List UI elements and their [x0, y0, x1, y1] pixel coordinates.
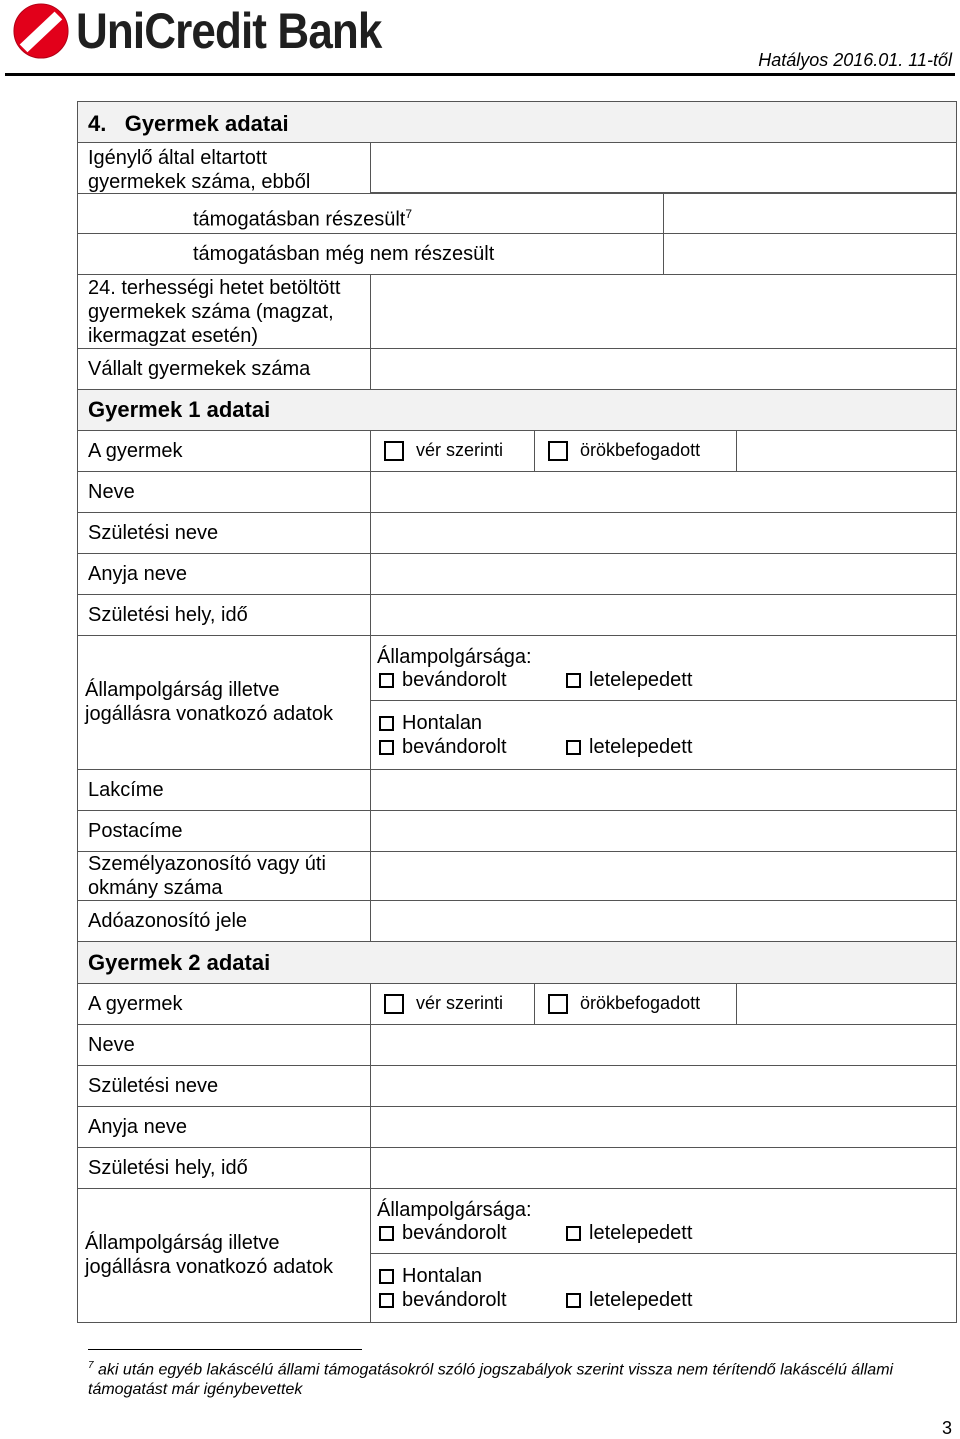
- pregnancy-count-field[interactable]: [371, 275, 956, 348]
- supported-label: támogatásban részesült$^7$: [193, 207, 413, 231]
- child1-mother-row: [77, 554, 957, 595]
- child2-biological-option[interactable]: vér szerinti: [384, 993, 503, 1014]
- child1-type-row: [77, 431, 957, 472]
- child1-title-row: [77, 390, 957, 431]
- child1-taxid-row: [77, 901, 957, 942]
- checkbox-icon[interactable]: [379, 740, 394, 755]
- child1-adopted-option[interactable]: örökbefogadott: [548, 440, 700, 461]
- child2-type-row: [77, 984, 957, 1025]
- section-title-text: Gyermek adatai: [124, 111, 289, 136]
- supported-row: [77, 193, 957, 234]
- child1-birth-name-label: Születési neve: [88, 522, 219, 544]
- child1-mother-field[interactable]: [371, 554, 956, 594]
- footnote-text: aki után egyéb lakáscélú állami támogatásokról szóló jogszabályok szerint vissza nem térítendő lakáscélú állami támogatást már igénybevettek: [88, 1361, 894, 1399]
- checkbox-icon[interactable]: [548, 441, 568, 461]
- dependents-count-field[interactable]: [370, 143, 956, 193]
- child1-citizenship-top: [371, 636, 956, 701]
- undertaken-count-field[interactable]: [371, 349, 956, 389]
- child1-iddoc-label: Személyazonosító vagy úti okmány száma: [88, 853, 326, 899]
- section-title: [88, 112, 289, 136]
- child2-type-label: A gyermek: [88, 993, 183, 1015]
- child1-biological-option[interactable]: vér szerinti: [384, 440, 503, 461]
- child2-immigrant2-option[interactable]: bevándorolt: [379, 1289, 507, 1312]
- child1-iddoc-row: [77, 852, 957, 901]
- child1-title: Gyermek 1 adatai: [88, 397, 271, 422]
- effective-date: Hatályos 2016.01. 11-től: [758, 50, 952, 70]
- child2-title: Gyermek 2 adatai: [88, 950, 271, 975]
- checkbox-icon[interactable]: [384, 441, 404, 461]
- child2-citizenship-row: [77, 1189, 957, 1323]
- dependents-row: [77, 143, 957, 193]
- section-title-row: [77, 101, 957, 143]
- child1-name-label: Neve: [88, 481, 135, 503]
- checkbox-icon[interactable]: [548, 994, 568, 1014]
- not-supported-label: támogatásban még nem részesült: [193, 243, 495, 265]
- checkbox-icon[interactable]: [379, 1293, 394, 1308]
- child1-settled2-option[interactable]: letelepedett: [566, 736, 692, 759]
- child1-taxid-label: Adóazonosító jele: [88, 910, 248, 932]
- child1-immigrant2-option[interactable]: bevándorolt: [379, 736, 507, 759]
- child2-birthplace-row: [77, 1148, 957, 1189]
- child1-postal-field[interactable]: [371, 811, 956, 851]
- child2-birth-name-field[interactable]: [371, 1066, 956, 1106]
- child1-iddoc-field[interactable]: [371, 852, 956, 900]
- child2-citizenship-label: Állampolgárság illetve jogállásra vonatkozó adatok: [85, 1232, 333, 1278]
- checkbox-icon[interactable]: [566, 1226, 581, 1241]
- child1-citizenship-label: Állampolgárság illetve jogállásra vonatkozó adatok: [85, 679, 333, 725]
- child1-name-row: [77, 472, 957, 513]
- child2-immigrant-option[interactable]: bevándorolt: [379, 1222, 507, 1245]
- dependents-label: Igénylő által eltartott gyermekek száma, ebből: [88, 147, 311, 193]
- child2-stateless-option[interactable]: Hontalan: [379, 1265, 482, 1288]
- child1-citizenship-header: Állampolgársága:: [377, 646, 532, 668]
- child1-birthplace-row: [77, 595, 957, 636]
- child1-address-row: [77, 770, 957, 811]
- page-header: [0, 0, 960, 80]
- checkbox-icon[interactable]: [379, 716, 394, 731]
- header-divider: [5, 73, 955, 76]
- unicredit-logo-icon: [12, 2, 70, 60]
- checkbox-icon[interactable]: [384, 994, 404, 1014]
- footnote-number: 7: [88, 1360, 94, 1371]
- child1-mother-label: Anyja neve: [88, 563, 187, 585]
- page-number: 3: [941, 1418, 952, 1438]
- child1-name-field[interactable]: [371, 472, 956, 512]
- child2-name-row: [77, 1025, 957, 1066]
- supported-count-field[interactable]: [664, 194, 956, 233]
- not-supported-count-field[interactable]: [664, 234, 956, 274]
- brand-name: UniCredit Bank: [76, 3, 382, 59]
- undertaken-label: Vállalt gyermekek száma: [88, 358, 311, 380]
- child2-mother-row: [77, 1107, 957, 1148]
- child1-birth-name-row: [77, 513, 957, 554]
- child2-birth-name-label: Születési neve: [88, 1075, 219, 1097]
- child1-birthplace-label: Születési hely, idő: [88, 604, 248, 626]
- checkbox-icon[interactable]: [566, 740, 581, 755]
- child1-postal-row: [77, 811, 957, 852]
- child1-stateless-option[interactable]: Hontalan: [379, 712, 482, 735]
- child2-settled2-option[interactable]: letelepedett: [566, 1289, 692, 1312]
- child2-birthplace-field[interactable]: [371, 1148, 956, 1188]
- undertaken-row: [77, 349, 957, 390]
- child1-address-label: Lakcíme: [88, 779, 164, 801]
- checkbox-icon[interactable]: [379, 1269, 394, 1284]
- child2-adopted-option[interactable]: örökbefogadott: [548, 993, 700, 1014]
- bank-logo: [12, 2, 423, 60]
- child2-settled-option[interactable]: letelepedett: [566, 1222, 692, 1245]
- child1-taxid-field[interactable]: [371, 901, 956, 941]
- not-supported-row: [77, 234, 957, 275]
- footnote: [88, 1356, 958, 1400]
- footnote-divider: [88, 1349, 362, 1350]
- child1-settled-option[interactable]: letelepedett: [566, 669, 692, 692]
- child1-birthplace-field[interactable]: [371, 595, 956, 635]
- child2-name-field[interactable]: [371, 1025, 956, 1065]
- child2-citizenship-top: [371, 1189, 956, 1254]
- pregnancy-label: 24. terhességi hetet betöltött gyermekek száma (magzat, ikermagzat esetén): [88, 277, 341, 347]
- section-number: 4.: [88, 111, 107, 136]
- footnote-ref: 7: [405, 207, 413, 221]
- child1-citizenship-row: [77, 636, 957, 770]
- checkbox-icon[interactable]: [379, 1226, 394, 1241]
- child1-address-field[interactable]: [371, 770, 956, 810]
- checkbox-icon[interactable]: [566, 1293, 581, 1308]
- pregnancy-row: [77, 275, 957, 349]
- child1-birth-name-field[interactable]: [371, 513, 956, 553]
- child2-citizenship-header: Állampolgársága:: [377, 1199, 532, 1221]
- checkbox-icon[interactable]: [379, 673, 394, 688]
- child2-birthplace-label: Születési hely, idő: [88, 1157, 248, 1179]
- child2-mother-label: Anyja neve: [88, 1116, 187, 1138]
- child1-immigrant-option[interactable]: bevándorolt: [379, 669, 507, 692]
- child2-birth-name-row: [77, 1066, 957, 1107]
- child2-mother-field[interactable]: [371, 1107, 956, 1147]
- child1-type-label: A gyermek: [88, 440, 183, 462]
- child2-title-row: [77, 942, 957, 984]
- child1-postal-label: Postacíme: [88, 820, 183, 842]
- child2-name-label: Neve: [88, 1034, 135, 1056]
- checkbox-icon[interactable]: [566, 673, 581, 688]
